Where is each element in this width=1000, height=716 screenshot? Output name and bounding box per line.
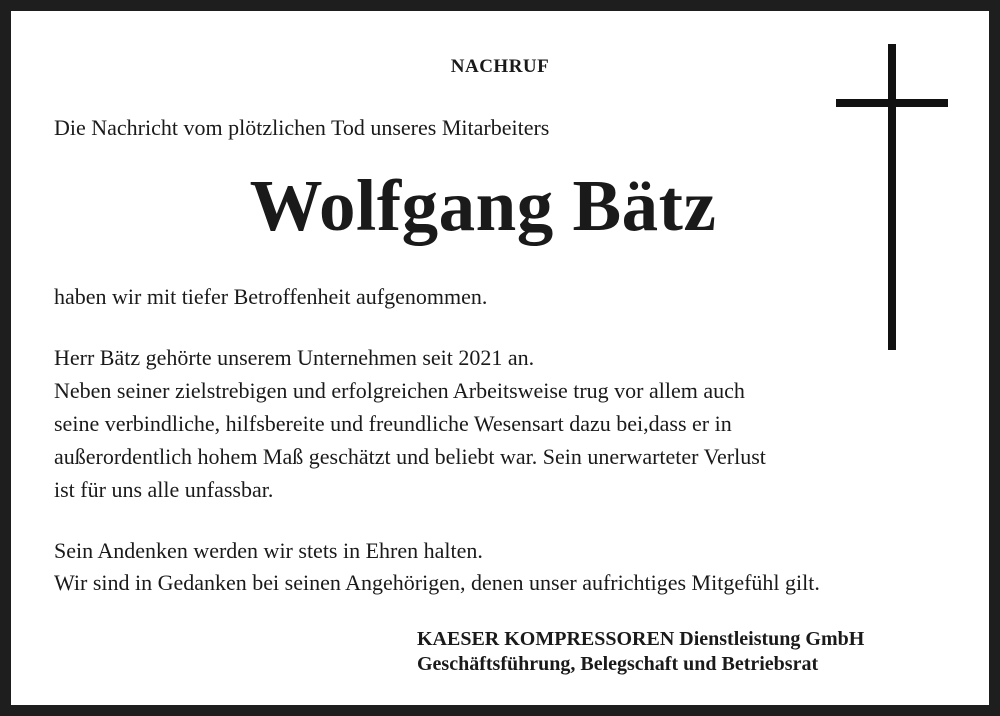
intro-text: Die Nachricht vom plötzlichen Tod unseres Mitarbeiters [54,115,550,140]
signature-groups: Geschäftsführung, Belegschaft und Betriebsrat [417,653,819,675]
paragraph-line: seine verbindliche, hilfsbereite und freundliche Wesensart dazu bei,dass er in [54,411,732,436]
paragraph-line: ist für uns alle unfassbar. [54,477,274,502]
paragraph-line: Wir sind in Gedanken bei seinen Angehörigen, denen unser aufrichtiges Mitgefühl gilt. [54,570,820,595]
signature-company: KAESER KOMPRESSOREN Dienstleistung GmbH [417,628,865,650]
cross-horizontal-bar [836,99,948,107]
obituary-heading: NACHRUF [450,56,550,77]
paragraph-line: Sein Andenken werden wir stets in Ehren halten. [54,538,483,563]
paragraph-line: außerordentlich hohem Maß geschätzt und beliebt war. Sein unerwarteter Verlust [54,444,766,469]
paragraph-line: Herr Bätz gehörte unserem Unternehmen seit 2021 an. [54,345,535,370]
paragraph-line: Neben seiner zielstrebigen und erfolgreichen Arbeitsweise trug vor allem auch [54,378,745,403]
deceased-name: Wolfgang Bätz [249,165,717,246]
after-name-text: haben wir mit tiefer Betroffenheit aufgenommen. [54,284,488,309]
cross-vertical-bar [888,44,896,350]
